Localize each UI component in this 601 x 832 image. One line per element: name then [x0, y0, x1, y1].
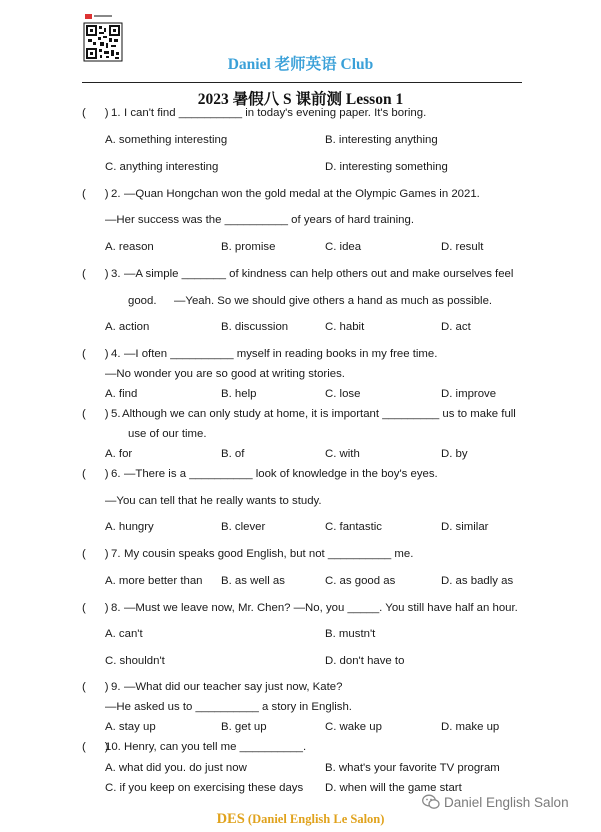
question-stem: —A simple _______ of kindness can help others out and make ourselves feel: [124, 268, 514, 280]
option-b: B. what's your favorite TV program: [325, 762, 500, 774]
answer-blank[interactable]: ( ): [82, 188, 109, 200]
answer-blank[interactable]: ( ): [82, 681, 109, 693]
option-a: A. action: [105, 321, 150, 333]
question-stem-line2: use of our time.: [128, 428, 207, 440]
option-b: B. clever: [221, 521, 266, 533]
watermark-text: Daniel English Salon: [444, 794, 569, 810]
answer-blank[interactable]: ( ): [82, 268, 109, 280]
question-number: 3.: [111, 268, 121, 280]
brand-title: Daniel 老师英语 Club: [227, 56, 374, 73]
option-d: D. when will the game start: [325, 782, 462, 794]
option-b: B. promise: [221, 241, 276, 253]
option-d: D. result: [441, 241, 484, 253]
answer-blank[interactable]: ( ): [82, 408, 109, 420]
question-stem-line2: —Her success was the __________ of years of hard training.: [105, 214, 414, 226]
option-b: B. of: [221, 448, 245, 460]
answer-blank[interactable]: ( ): [82, 548, 109, 560]
option-b: B. help: [221, 388, 257, 400]
question-number: 7.: [111, 548, 121, 560]
option-c: C. lose: [325, 388, 361, 400]
question-number: 10.: [105, 741, 121, 753]
option-d: D. don't have to: [325, 655, 405, 667]
header-divider: [82, 82, 522, 83]
option-a: A. more better than: [105, 575, 203, 587]
question-number: 5.: [111, 408, 121, 420]
option-a: A. hungry: [105, 521, 154, 533]
option-c: C. wake up: [325, 721, 382, 733]
option-c: C. idea: [325, 241, 362, 253]
option-d: D. make up: [441, 721, 500, 733]
footer-full: (Daniel English Le Salon): [247, 812, 385, 826]
option-d: D. act: [441, 321, 471, 333]
question-stem-line2: —He asked us to __________ a story in English.: [105, 701, 352, 713]
question-stem: Henry, can you tell me __________.: [124, 741, 307, 753]
question-stem: —What did our teacher say just now, Kate?: [124, 681, 343, 693]
option-b: B. mustn't: [325, 628, 376, 640]
question-stem: —Must we leave now, Mr. Chen? —No, you _____. You still have half an hour.: [124, 602, 518, 614]
question-number: 8.: [111, 602, 121, 614]
question-number: 4.: [111, 348, 121, 360]
option-c: C. with: [325, 448, 360, 460]
question-stem-line2: —No wonder you are so good at writing stories.: [105, 368, 345, 380]
option-d: D. by: [441, 448, 468, 460]
option-c: C. fantastic: [325, 521, 382, 533]
option-c: C. habit: [325, 321, 365, 333]
footer-des: DES: [216, 811, 245, 827]
option-a: A. stay up: [105, 721, 156, 733]
answer-blank[interactable]: ( ): [82, 602, 109, 614]
question-stem: —Quan Hongchan won the gold medal at the Olympic Games in 2021.: [124, 188, 480, 200]
question-stem: Although we can only study at home, it is important _________ us to make full: [122, 408, 516, 420]
option-a: A. can't: [105, 628, 143, 640]
answer-blank[interactable]: ( ): [82, 348, 109, 360]
question-number: 9.: [111, 681, 121, 693]
answer-blank[interactable]: ( ): [82, 468, 109, 480]
question-number: 6.: [111, 468, 121, 480]
option-c: C. as good as: [325, 575, 396, 587]
option-a: A. what did you. do just now: [105, 762, 247, 774]
option-a: A. reason: [105, 241, 154, 253]
question-stem: —I often __________ myself in reading books in my free time.: [124, 348, 438, 360]
option-a: A. find: [105, 388, 138, 400]
answer-blank[interactable]: ( ): [82, 107, 109, 119]
question-number: 2.: [111, 188, 121, 200]
option-d: D. improve: [441, 388, 497, 400]
option-d: D. interesting something: [325, 161, 448, 173]
option-d: D. as badly as: [441, 575, 514, 587]
question-stem-line2: —You can tell that he really wants to study.: [105, 495, 322, 507]
footer: [0, 811, 601, 828]
option-b: B. as well as: [221, 575, 285, 587]
option-c: C. shouldn't: [105, 655, 165, 667]
watermark: [422, 794, 569, 810]
question-stem-line3: —Yeah. So we should give others a hand as much as possible.: [174, 295, 493, 307]
option-b: B. interesting anything: [325, 134, 438, 146]
question-number: 1.: [111, 107, 121, 119]
option-a: A. something interesting: [105, 134, 228, 146]
question-stem: —There is a __________ look of knowledge in the boy's eyes.: [124, 468, 438, 480]
page-title: 2023 暑假八 S 课前测 Lesson 1: [197, 91, 404, 108]
wechat-icon: [422, 794, 440, 810]
option-d: D. similar: [441, 521, 489, 533]
question-stem: I can't find __________ in today's evening paper. It's boring.: [124, 107, 427, 119]
question-stem-line2: good.: [128, 295, 157, 307]
option-c: C. if you keep on exercising these days: [105, 782, 304, 794]
option-b: B. get up: [221, 721, 267, 733]
option-c: C. anything interesting: [105, 161, 219, 173]
answer-blank[interactable]: ( ): [82, 741, 109, 753]
question-stem: My cousin speaks good English, but not __________ me.: [124, 548, 414, 560]
option-b: B. discussion: [221, 321, 289, 333]
option-a: A. for: [105, 448, 133, 460]
